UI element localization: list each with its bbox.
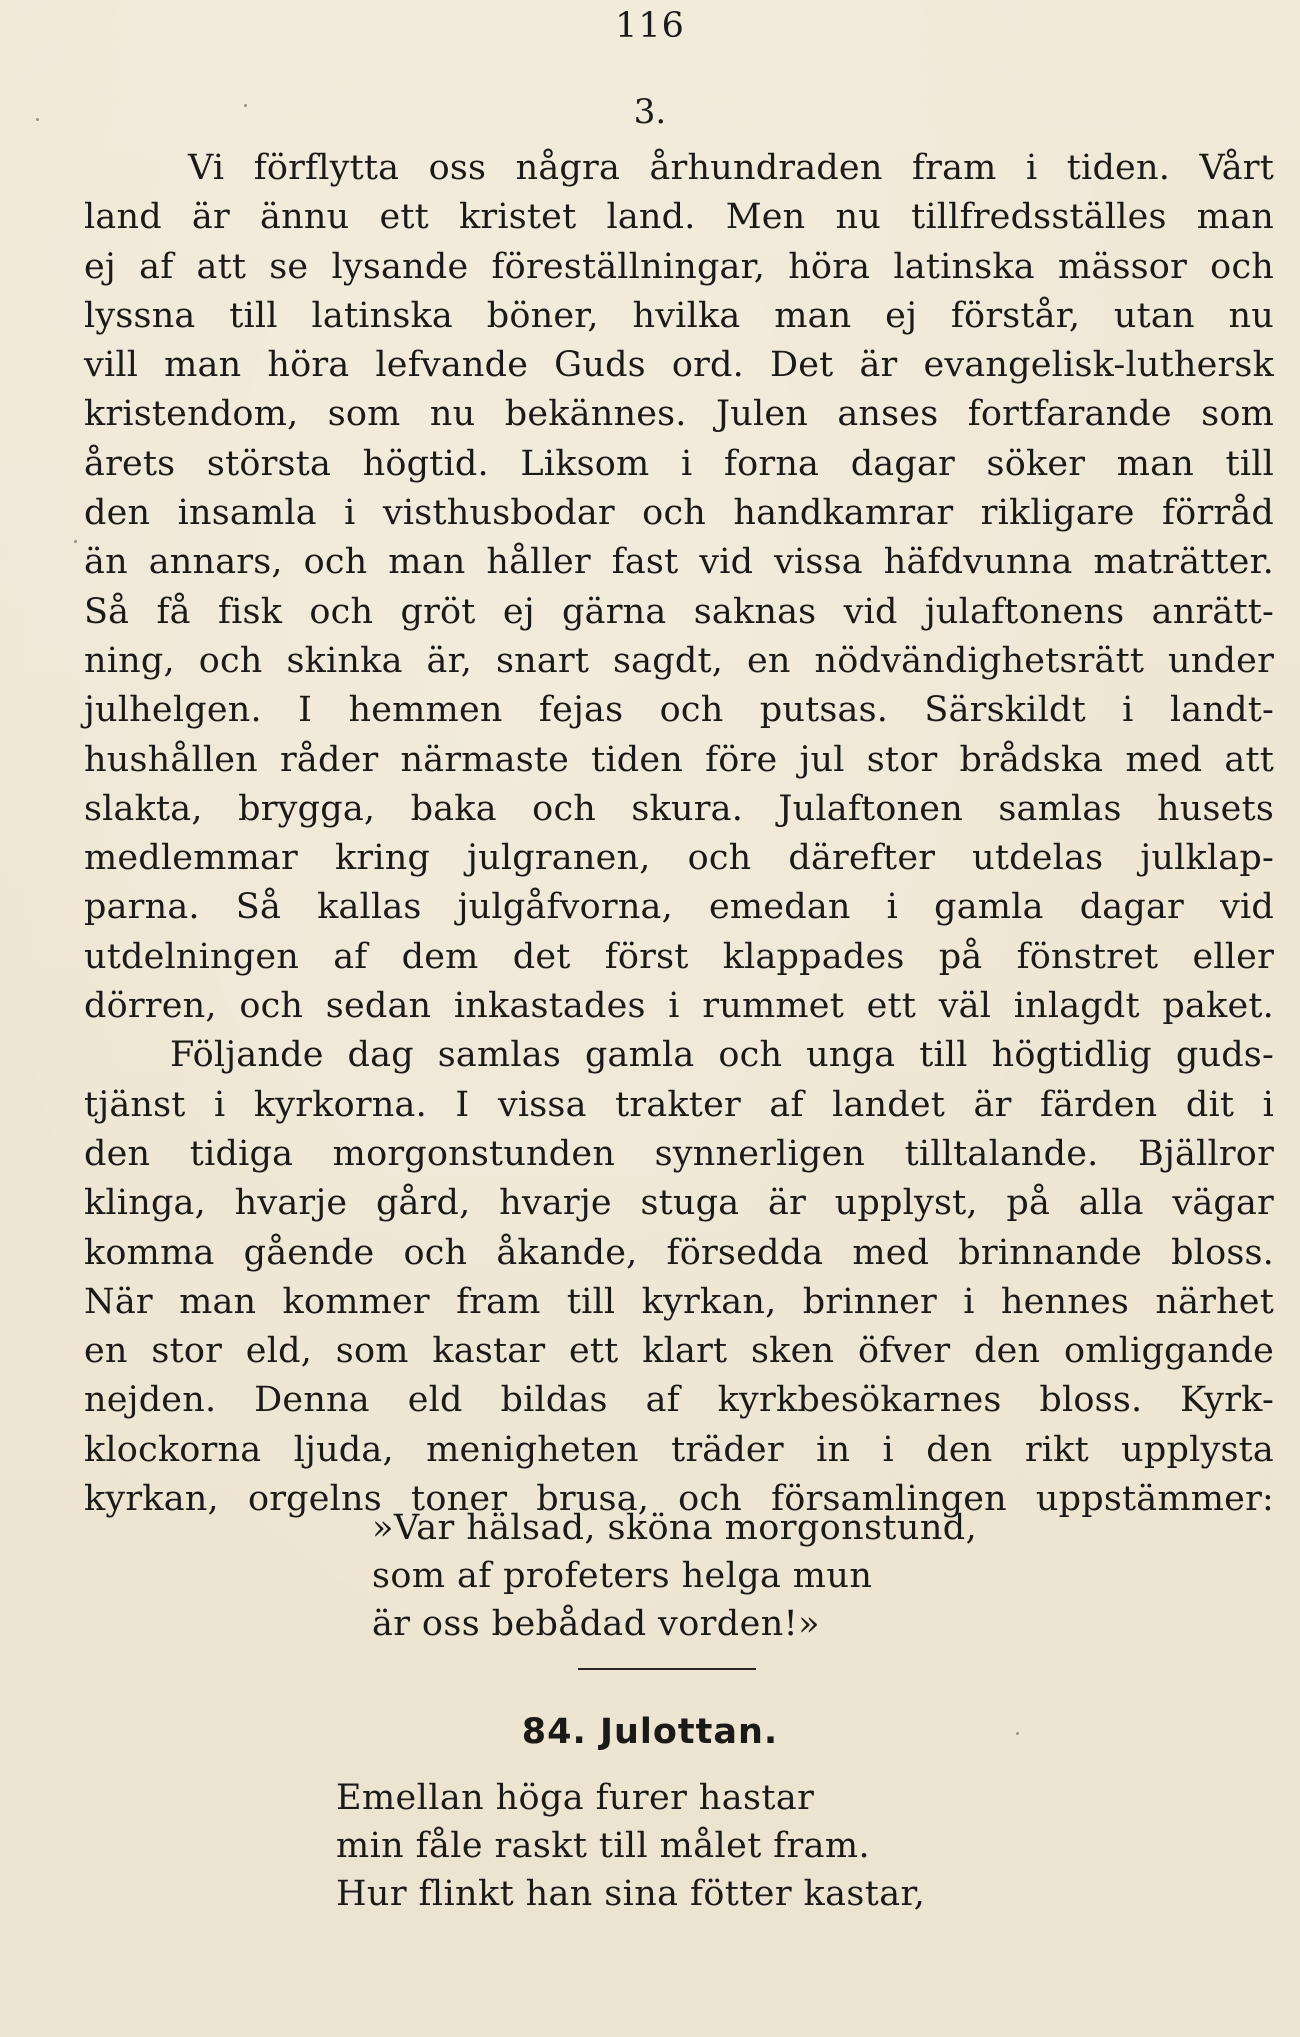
verse-line: som af profeters helga mun (372, 1556, 873, 1596)
poem-line: Hur flinkt han sina fötter kastar, (336, 1874, 926, 1914)
poem-stanza (336, 1774, 925, 1918)
text-line: kyrkan, orgelns toner brusa, och församlingen uppstämmer: (84, 1479, 1274, 1520)
text-line: Så få fisk och gröt ej gärna saknas vid julaftonens anrätt- (84, 591, 1274, 632)
verse-line: »Var hälsad, sköna morgonstund, (372, 1508, 978, 1548)
text-line: klinga, hvarje gård, hvarje stuga är upplyst, på alla vägar (84, 1183, 1274, 1224)
poem-line: Emellan höga furer hastar (336, 1778, 815, 1818)
text-line: julhelgen. I hemmen fejas och putsas. Särskildt i landt- (84, 690, 1274, 731)
text-line: kristendom, som nu bekännes. Julen anses fortfarande som (84, 394, 1274, 435)
text-line: land är ännu ett kristet land. Men nu tillfredsställes man (84, 197, 1274, 238)
text-line: den insamla i visthusbodar och handkamrar rikligare förråd (84, 493, 1274, 534)
text-line: klockorna ljuda, menigheten träder in i den rikt upplysta (84, 1429, 1274, 1470)
print-speck (244, 104, 247, 107)
text-line: en stor eld, som kastar ett klart sken öfver den omliggande (84, 1331, 1274, 1372)
poem-title: 84. Julottan. (521, 1712, 779, 1752)
section-number: 3. (633, 92, 667, 132)
text-line: hushållen råder närmaste tiden före jul stor brådska med att (84, 739, 1274, 780)
section-divider (578, 1668, 756, 1670)
text-line: lyssna till latinska böner, hvilka man ej förstår, utan nu (84, 295, 1274, 336)
text-line: parna. Så kallas julgåfvorna, emedan i gamla dagar vid (84, 887, 1274, 928)
text-line: vill man höra lefvande Guds ord. Det är evangelisk-luthersk (84, 345, 1274, 386)
text-line: komma gående och åkande, försedda med brinnande bloss. (84, 1232, 1274, 1273)
text-line: medlemmar kring julgranen, och därefter utdelas julklap- (84, 838, 1274, 879)
body-paragraph (84, 144, 1274, 1524)
text-line: dörren, och sedan inkastades i rummet ett väl inlagdt paket. (84, 986, 1274, 1027)
text-line: slakta, brygga, baka och skura. Julaftonen samlas husets (84, 788, 1274, 829)
print-speck (36, 118, 39, 121)
print-speck (1016, 1732, 1019, 1735)
text-line: Följande dag samlas gamla och unga till högtidlig guds- (170, 1035, 1274, 1076)
verse-line: är oss bebådad vorden!» (372, 1604, 820, 1644)
text-line: När man kommer fram till kyrkan, brinner i hennes närhet (84, 1281, 1274, 1322)
text-line: den tidiga morgonstunden synnerligen tilltalande. Bjällror (84, 1133, 1274, 1174)
text-line: ej af att se lysande föreställningar, höra latinska mässor och (84, 246, 1274, 287)
text-line: nejden. Denna eld bildas af kyrkbesökarnes bloss. Kyrk- (84, 1380, 1274, 1421)
text-line: ning, och skinka är, snart sagdt, en nödvändighetsrätt under (84, 640, 1274, 681)
page-number: 116 (615, 6, 685, 46)
hymn-quote (372, 1504, 977, 1648)
print-speck (74, 540, 77, 543)
text-line: tjänst i kyrkorna. I vissa trakter af landet är färden dit i (84, 1084, 1274, 1125)
text-line: utdelningen af dem det först klappades på fönstret eller (84, 936, 1274, 977)
text-line: Vi förflytta oss några århundraden fram i tiden. Vårt (188, 148, 1274, 188)
poem-line: min fåle raskt till målet fram. (336, 1826, 871, 1866)
text-line: årets största högtid. Liksom i forna dagar söker man till (84, 443, 1274, 484)
text-line: än annars, och man håller fast vid vissa häfdvunna maträtter. (84, 542, 1274, 583)
